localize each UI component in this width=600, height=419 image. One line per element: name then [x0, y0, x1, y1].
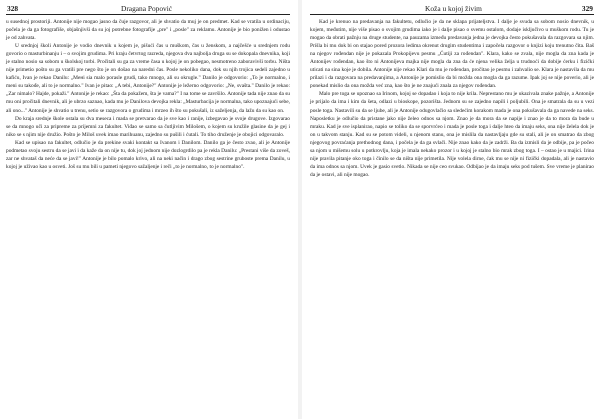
left-page-body [6, 18, 290, 171]
paragraph: u susednoj prostoriji. Antonije nije mogao jasno da čuje razgovor, ali je shvatio da muj je on predmet. Kad se vratila u ordinaciju, počela je da ga fotografiše, objašnjivši da su joj potrebne fotografije „pre" i „posle" za reklamu. Antonije je bio ponižen i odustao je od zahvata. [6, 19, 290, 42]
paragraph: U srednjoj školi Antonije je vodio dnevnik u kojem je, pišući čas u muškom, čas u ženskom, a najčešće u srednjem rodu govorio o masturbinanju i – o svojim grudima. Pri kraju četvrtog razreda, njegova dva najbolja druga su se dokopala dnevnika, koji je stalno nosio sa sobom u školskoj torbi. Pročitali su ga za vreme časa u kojoj je on pobegao, nesmotreno zaboravivši torbu. Ništa nije primetio pošto su ga vratili pre nego što je on došao na naredni čas. Posle nekoliko dana, dok su njih trojica sedeli zajedno u kafiću, Ivan je rekao Danilu: „Mені sia malo porasle grudi, tako mnogo, ali su okrugle." Danilo je odgovorio: „To je normalno, i meni su takođe, ali to je normalno." Ivan je pitao: „A tebi, Antonije?" Antonije je ležerno odgovorio: „Ne, svašta." Danilo je rekao: „Zar nimalo? Hajde, pokaži." Antonije je rekao: „Šta da pokažem, šta je vama?" I na tome se završilo. Antonije tada nije znao da su mu oni pročitali dnevnik, ali je ubrzo saznao, kada mu je Danilova devojka rekla: „Masturbacija je normalna, tako upoznajući sebe, ali ono..." Antonije je shvatio u trenu, setio se razgovora o grudima i mrzeo ih što su pokušali, iz saželjenja, da lažu da su kao on. [6, 43, 290, 114]
paragraph: Malo pre toga se upoznao sa Irinom, kojoj se dopadao i koja to nije krila. Neprestano mu je ukazivala znake pažnje, a Antonije je prijalo da ima i kim da šeta, odlazi u bioskope, pozorišta. Jednom su se zajedno napili i poljubili. Ona je smatrala da su u vezi posle toga. Nastavili su da se ljube, ali je Antonije odugovlačio sa sledećim korakom mada je ona pokušavala da ga navede na seks. Naposletku je odlučio da pristane jako nije želeo odnos sa njom. Znao je da mora da se napije i znao je da to mora da bude u mraku. Kad je sve isplanirao, napio se toliko da se sporvrćeo i mada je posle toga i dalje hteo da imaju seks, ona nije želela dok je on u takvom stanju. Kad su se potom videli, u njenom stanu, ona je mislila da nastavljaju gde su stali, ali je on smatrao da zbog njegovog povraćanja prethodnog dana, i počela je da ga svlači. Nije znao kako da je zadrži. Ba da izmisli da je odbije, pa je počeo sa njom u mišemu solu u potkrovlju, koja je imala nekako prozor i u kojoj je stalno bio mrak zbog toga. I – ostao je u majici. Irina nije pravila pitanje oko toga i činilo se da ništa nije primetila. Nije volela dirne, ćak mu se nije ni fizički dopadala, ali je nastavio da ima odnos sa njom. Uvek je gasio svetlo. Nikada se nije ceo svukao. Odbijao je da imaju seks pod tušem. Sve vreme je planirao da je ostavi, ali nije mogao. [310, 91, 594, 178]
paragraph: Kad se upisao na fakultet, odlučio je da prekine svaki kontakt sa Ivanom i Danilom. Danilo ga je često zvao, ali je Antonije podmetao svoju sestru da se javi i da kaže da on nije tu, dok joj jednom nije dozlogrdilo pa je rekla Danilu: „Prestani više da zoveš, zar ne shvataš da neće da se javi!" Antonije je bilo pomalo krivo, ali na neki način i drago zbog sestrine gruboste prema Danilu, u kojoj je uživao kao u osveti. Još su mu bili u pameti njegovo sažaljenje i reči „to je normalno, to je normalno". [6, 139, 290, 170]
left-page [0, 0, 298, 419]
right-page [302, 0, 600, 419]
left-page-header [6, 4, 290, 15]
page-number: 328 [7, 4, 19, 13]
paragraph: Do kraja srednje škole ostala su dva meseca i mada se pretvarao da je sve kao i ranije, izbegavao je svoje drugove. Izgovarao se da mnogo uči za pripreme za prijemni za fakultet. Viđao se samo sa čutljivim Milošem, o kojem su kružile glasine da je gej i niko se s njim nije družio. Pošto je Miloš uvek imao marihuanu, zajedno su pušili i ćutali. To tiho druženje je obojici odgovaralo. [6, 115, 290, 138]
running-head: Koža u kojoj živim [425, 4, 482, 13]
running-head: Dragana Popović [120, 4, 173, 13]
page-number: 329 [581, 4, 593, 13]
right-page-body [310, 18, 594, 179]
paragraph: Kad je krenuo na predavanja na fakultetu, odlučio je da ne sklapa prijateljstva. I dalje je svuda sa sobom nosio dnevnik, u kojem, međutim, nije više pisao o svojim grudima iako je i dalje pisao o svemu ostalom, dodaje isključivo u muškom rodu. Tu je mogao da obrati pažnju na druge studente, na pauzama između predavanja jedna je devojka često pokušavala da razgovara sa njim. Prišla bi mu dok bi on stajao pored prozora ledima okrenut drugim studentima i započela razgovor o knjizi koju trenutno čita. Baš na njegov rođendan nije je pokazala Prokopijevu pesmu „Ćutiji za rođendan". Klara, kako se zvala, nije mogla da zna kada je Antonijev rođendan, kao što ni Antonijeva majka nije mogla da zna da će njena velika želja u trudnoći da dobije ćerku i fizički uticati na sina koje je dobila. Antonije nije rekao Klari da mu je rođendan, pročitao je pesmu i zahvalio se. Klara je nastavila da mu prilazi i da razgovara na predavanjima, a Antonije je pomislio da bi možda ona mogla da ga razume. Ipak joj se nije poverio, ali je ponekad mislio da ona možda već zna, kao što je ne znajući znala za njegov rođendan. [310, 19, 594, 90]
right-page-header [310, 4, 594, 15]
